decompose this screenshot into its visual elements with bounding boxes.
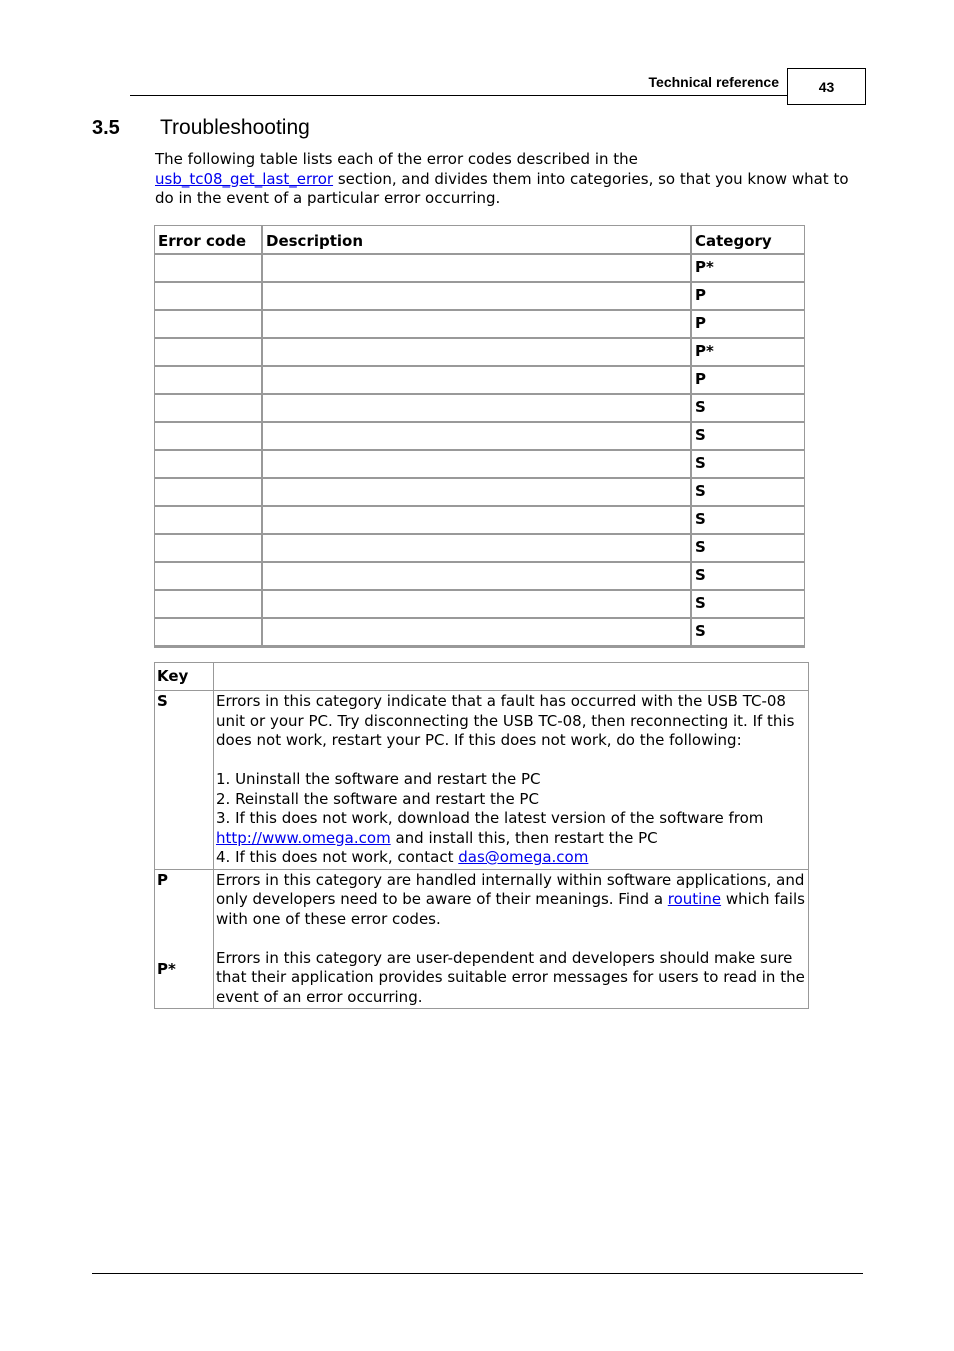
error-code-cell — [155, 507, 261, 535]
table-row — [155, 367, 804, 395]
intro-text-before: The following table lists each of the error codes described in the — [155, 150, 638, 168]
category-cell: S — [690, 479, 804, 507]
description-cell — [261, 283, 690, 311]
s-step-4-text: 4. If this does not work, contact — [216, 848, 459, 866]
description-cell — [261, 423, 690, 451]
error-code-cell — [155, 619, 261, 647]
error-code-cell — [155, 283, 261, 311]
error-code-cell — [155, 479, 261, 507]
table-row — [155, 339, 804, 367]
table-row — [155, 423, 804, 451]
key-labels-p — [155, 870, 214, 1009]
table-row — [155, 507, 804, 535]
column-header-description: Description — [261, 226, 690, 255]
table-row — [155, 535, 804, 563]
s-paragraph: Errors in this category indicate that a fault has occurred with the USB TC-08 unit or your PC. Try disconnecting the USB TC-08, then reconnecting it. If this does not work, restart your PC. If this does not work, do the following: — [216, 692, 795, 749]
s-step-4 — [216, 848, 806, 868]
description-cell — [261, 591, 690, 619]
error-code-cell — [155, 255, 261, 283]
error-code-cell — [155, 451, 261, 479]
column-header-error-code: Error code — [155, 226, 261, 255]
key-description-p — [214, 870, 808, 1009]
table-row — [155, 563, 804, 591]
s-step-3 — [216, 809, 806, 848]
error-code-cell — [155, 591, 261, 619]
error-code-cell — [155, 423, 261, 451]
routine-link[interactable]: routine — [667, 890, 722, 908]
p-paragraph-text-end: which fails with one of these error codes. — [216, 890, 805, 928]
s-step-3-text-end: and install this, then restart the PC — [390, 828, 658, 847]
column-header-category: Category — [690, 226, 804, 255]
table-row — [155, 395, 804, 423]
description-cell — [261, 311, 690, 339]
table-row — [155, 479, 804, 507]
key-label-pstar: P* — [157, 960, 176, 978]
description-cell — [261, 619, 690, 647]
key-header: Key — [155, 663, 214, 691]
description-cell — [261, 451, 690, 479]
error-code-cell — [155, 563, 261, 591]
category-cell: S — [690, 619, 804, 647]
table-row — [155, 283, 804, 311]
category-cell: S — [690, 591, 804, 619]
footer-rule — [92, 1273, 863, 1274]
description-cell — [261, 535, 690, 563]
description-cell — [261, 339, 690, 367]
category-cell: P — [690, 283, 804, 311]
table-row — [155, 451, 804, 479]
error-table-body — [155, 255, 804, 647]
running-header-title: Technical reference — [648, 74, 779, 90]
p-paragraph — [216, 871, 806, 930]
key-label-p: P — [157, 870, 168, 889]
table-row — [155, 255, 804, 283]
p-paragraph-text: Errors in this category are handled internally within software applications, and only developers need to be aware of their meanings. Find a — [216, 870, 805, 908]
pstar-paragraph: Errors in this category are user-dependent and developers should make sure that their application provides suitable error messages for users to read in the event of an error occurring. — [216, 948, 805, 1006]
key-row-s — [155, 691, 808, 870]
category-cell: S — [690, 535, 804, 563]
s-step-1: 1. Uninstall the software and restart the PC — [216, 770, 541, 788]
support-email-link[interactable]: das@omega.com — [458, 848, 589, 866]
description-cell — [261, 563, 690, 591]
category-cell: S — [690, 423, 804, 451]
error-code-cell — [155, 311, 261, 339]
category-cell: S — [690, 451, 804, 479]
section-number: 3.5 — [92, 117, 120, 139]
description-cell — [261, 367, 690, 395]
page-number: 43 — [787, 68, 866, 105]
section-title: Troubleshooting — [160, 116, 310, 139]
category-cell: S — [690, 507, 804, 535]
category-cell: P — [690, 367, 804, 395]
table-row — [155, 311, 804, 339]
table-row — [155, 591, 804, 619]
error-code-cell — [155, 535, 261, 563]
category-cell: P* — [690, 339, 804, 367]
error-code-cell — [155, 395, 261, 423]
intro-paragraph — [155, 150, 855, 209]
header-rule — [130, 95, 787, 96]
s-step-3-text: 3. If this does not work, download the latest version of the software from — [216, 809, 764, 827]
error-code-cell — [155, 339, 261, 367]
key-label-s: S — [155, 691, 214, 870]
error-code-cell — [155, 367, 261, 395]
category-key-table — [154, 662, 809, 1009]
category-cell: P — [690, 311, 804, 339]
intro-text-after: section, and divides them into categories, so that you know what to do in the event of a particular error occurring. — [155, 169, 849, 207]
category-cell: S — [690, 563, 804, 591]
error-code-table — [154, 225, 805, 648]
description-cell — [261, 255, 690, 283]
description-cell — [261, 507, 690, 535]
category-cell: S — [690, 395, 804, 423]
category-cell: P* — [690, 255, 804, 283]
table-row — [155, 619, 804, 647]
description-cell — [261, 395, 690, 423]
description-cell — [261, 479, 690, 507]
key-row-p — [155, 870, 808, 1009]
key-description-s — [214, 691, 808, 870]
omega-website-link[interactable]: http://www.omega.com — [216, 828, 391, 847]
key-description-header — [214, 663, 808, 691]
s-step-2: 2. Reinstall the software and restart the PC — [216, 789, 539, 808]
usb-tc08-get-last-error-link[interactable]: usb_tc08_get_last_error — [155, 169, 334, 188]
